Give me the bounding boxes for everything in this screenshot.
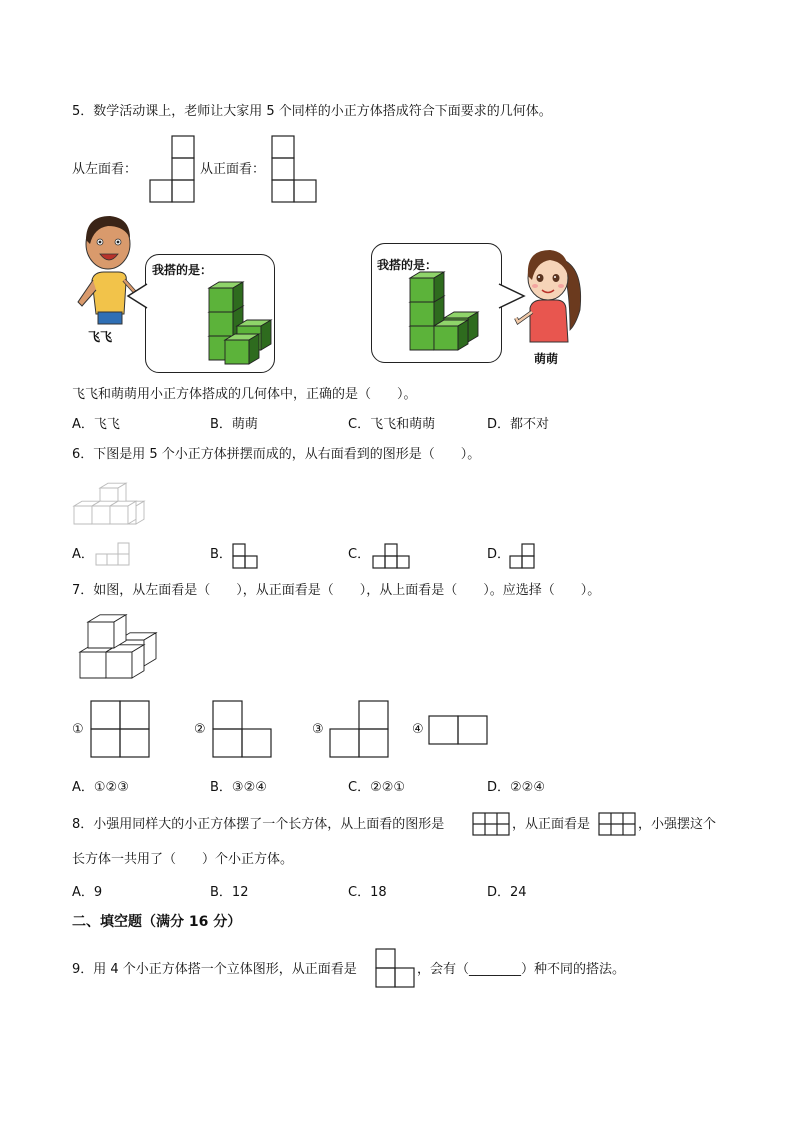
q8-stem-part3: ，小强摆这个: [638, 817, 717, 832]
feifei-name: 飞飞: [88, 330, 113, 344]
mengmeng-bubble-label: 我搭的是：: [377, 258, 438, 272]
feifei-bubble-tail: [126, 282, 148, 310]
q6-option-d-figure: [509, 543, 539, 569]
q8-option-b[interactable]: B．12: [210, 885, 249, 900]
mengmeng-cube-1-front: [410, 326, 434, 350]
q6-cube-2-front: [92, 506, 110, 524]
q6-option-a-figure: [94, 543, 134, 568]
q6-cube-3-front: [110, 506, 128, 524]
q5-option-c[interactable]: C．飞飞和萌萌: [348, 417, 436, 432]
q6-cube-structure: [72, 482, 162, 527]
q6-option-a[interactable]: A．: [72, 547, 94, 562]
q5-option-d[interactable]: D．都不对: [487, 417, 550, 432]
q9-stem-part2: ，会有（________）种不同的搭法。: [417, 962, 626, 977]
feifei-cube-structure: [205, 278, 275, 368]
mengmeng-cube-2-front: [410, 302, 434, 326]
q7-figure-label-1: ①: [72, 722, 84, 737]
q5-option-a[interactable]: A．飞飞: [72, 417, 120, 432]
q5-stem: 5．数学活动课上，老师让大家用 5 个同样的小正方体搭成符合下面要求的几何体。: [72, 104, 552, 119]
q7-option-a[interactable]: A．①②③: [72, 780, 129, 795]
q8-top-view-figure: [472, 812, 512, 837]
mengmeng-name: 萌萌: [534, 352, 559, 366]
q7-figure-4: [428, 715, 488, 746]
q5-left-view-figure: [150, 136, 196, 204]
mengmeng-cube-5-front: [434, 326, 458, 350]
q6-cube-1-front: [74, 506, 92, 524]
q7-figure-3: [329, 700, 389, 760]
section-2-title: 二、填空题（满分 16 分）: [72, 914, 242, 930]
feifei-cube-3-front: [209, 288, 233, 312]
q5-option-b[interactable]: B．萌萌: [210, 417, 258, 432]
q7-option-d[interactable]: D．②②④: [487, 780, 545, 795]
q7-figure-label-4: ④: [412, 722, 424, 737]
q8-option-c[interactable]: C．18: [348, 885, 387, 900]
q8-stem-part2: ，从正面看是: [512, 817, 591, 832]
q5-front-view-label: 从正面看：: [200, 162, 266, 177]
q9-stem-part1: 9．用 4 个小正方体搭一个立体图形，从正面看是: [72, 962, 357, 977]
q7-cube-top-front: [88, 622, 114, 648]
mengmeng-cube-structure: [406, 270, 481, 355]
q8-stem-line2: 长方体一共用了（ ）个小正方体。: [72, 852, 294, 867]
feifei-bubble-label: 我搭的是：: [152, 263, 213, 277]
q7-figure-label-2: ②: [194, 722, 206, 737]
q7-option-c[interactable]: C．②②①: [348, 780, 406, 795]
q5-left-view-label: 从左面看：: [72, 162, 138, 177]
q6-option-c[interactable]: C．: [348, 547, 371, 562]
q7-cube-bottom-right-front: [106, 652, 132, 678]
q7-figure-1: [90, 700, 150, 760]
q8-stem-part1: 8．小强用同样大的小正方体摆了一个长方体，从上面看的图形是: [72, 817, 445, 832]
q7-figure-2: [212, 700, 272, 760]
q6-option-c-figure: [372, 543, 412, 569]
q7-option-b[interactable]: B．③②④: [210, 780, 267, 795]
q6-stem: 6．下图是用 5 个小正方体拼摆而成的，从右面看到的图形是（ ）。: [72, 447, 481, 462]
q7-figure-label-3: ③: [312, 722, 324, 737]
mengmeng-character-image: [510, 240, 588, 350]
q8-option-d[interactable]: D．24: [487, 885, 527, 900]
q5-front-view-figure: [272, 136, 318, 204]
feifei-cube-5-front: [225, 340, 249, 364]
q6-option-b[interactable]: B．: [210, 547, 232, 562]
mengmeng-cube-3-front: [410, 278, 434, 302]
q6-option-b-figure: [232, 543, 262, 569]
q9-front-view-figure: [375, 948, 417, 990]
q7-cube-bottom-left-front: [80, 652, 106, 678]
q5-question: 飞飞和萌萌用小正方体搭成的几何体中，正确的是（ ）。: [72, 387, 417, 402]
q8-front-view-figure: [598, 812, 638, 837]
q7-stem: 7．如图，从左面看是（ ），从正面看是（ ），从上面看是（ ）。应选择（ ）。: [72, 583, 601, 598]
q7-cube-structure: [78, 612, 158, 684]
q8-option-a[interactable]: A．9: [72, 885, 103, 900]
feifei-cube-2-front: [209, 312, 233, 336]
q6-option-d[interactable]: D．: [487, 547, 511, 562]
